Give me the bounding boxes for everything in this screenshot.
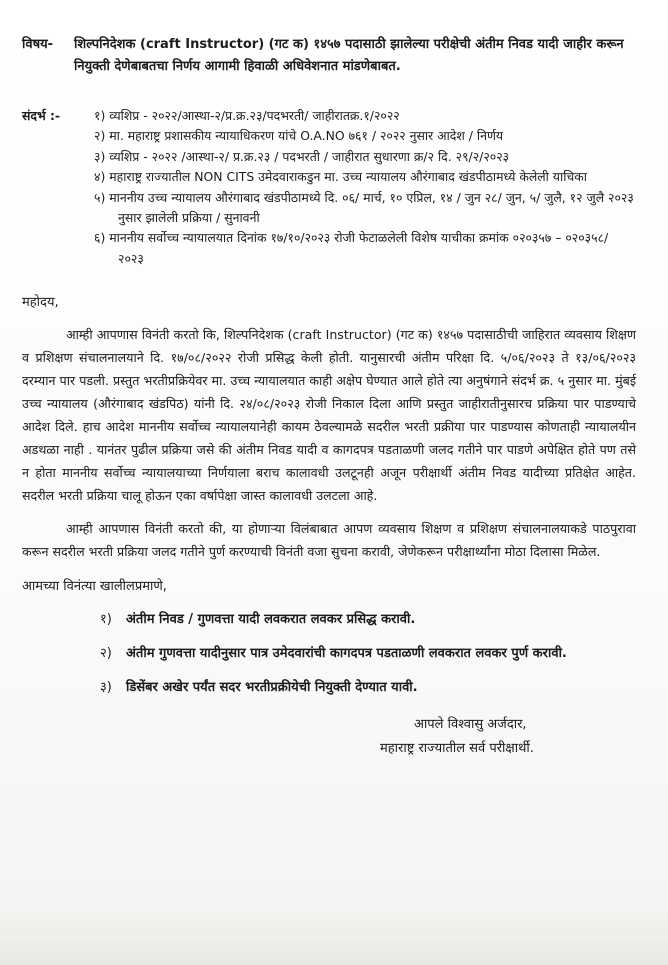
reference-item: ३) व्यशिप्र - २०२२ /आस्था-२/ प्र.क्र.२३ / पदभरती / जाहीरात सुधारणा क्र/२ दि. २९/२/२०२३ (94, 148, 510, 164)
reference-item: ५) माननीय उच्च न्यायालय औरंगाबाद खंडपीठामध्ये दि. ०६/ मार्च, १० एप्रिल, १४ / जुन २८/ जुन, ५/ जुलै, १२ जुलै २०२३ नुसार झालेली प्रक्रिया / सुनावनी (94, 189, 634, 226)
reference-item: २) मा. महाराष्ट्र प्रशासकीय न्यायाधिकरण यांचे O.A.NO ७६१ / २०२२ नुसार आदेश / निर्णय (94, 128, 504, 144)
reference-item: ६) माननीय सर्वोच्च न्यायालयात दिनांक १७/१०/२०२३ रोजी फेटाळलेली विशेष याचीका क्रमांक ०२०३५७ – ०२०३५८/ २०२३ (94, 230, 609, 266)
requests-list (22, 609, 636, 699)
request-number: २) (100, 646, 112, 662)
letter-body (22, 34, 636, 761)
body-paragraph-2-text: आम्ही आपणास विनंती करतो की, या होणाऱ्या विलंबाबात आपण व्यवसाय शिक्षण व प्रशिक्षण संचालनालयाकडे पाठपुरावा करून सदरील भरती प्रक्रिया जलद गतीने पुर्ण करण्याची विनंती वजा सुचना करावी, जेणेकरून परीक्षार्थ्यांना मोठा दिलासा मिळेल. (22, 521, 636, 560)
salutation: महोदय, (22, 295, 59, 311)
request-text: डिसेंबर अखेर पर्यंत सदर भरतीप्रक्रीयेची नियुक्ती देण्यात यावी. (126, 680, 418, 696)
signature-closing: आपले विश्वासु अर्जदार, (414, 717, 527, 733)
request-text: अंतीम गुणवत्ता यादीनुसार पात्र उमेदवारांची कागदपत्र पडताळणी लवकरात लवकर पुर्ण करावी. (126, 646, 567, 662)
request-item (100, 643, 636, 665)
subject-block (22, 34, 636, 78)
body-paragraph-2 (22, 517, 636, 563)
request-text: अंतीम निवड / गुणवत्ता यादी लवकरात लवकर प्रसिद्ध करावी. (126, 612, 416, 628)
request-item (100, 677, 636, 699)
signature-block (380, 713, 636, 761)
page-bottom-shade (0, 909, 668, 965)
requests-intro: आमच्या विनंत्या खालीलप्रमाणे, (22, 579, 167, 595)
request-item (100, 609, 636, 631)
body-paragraph-1 (22, 323, 636, 507)
references-block (22, 106, 636, 269)
subject-label: विषय- (22, 37, 54, 52)
request-number: ३) (100, 680, 112, 696)
reference-item: ४) महाराष्ट्र राज्यातील NON CITS उमेदवाराकडुन मा. उच्च न्यायालय औरंगाबाद खंडपीठामध्ये केलेली याचिका (94, 169, 588, 185)
signature-name: महाराष्ट्र राज्यातील सर्व परीक्षार्थी. (380, 741, 534, 757)
request-number: १) (100, 612, 112, 628)
body-paragraph-1-text: आम्ही आपणास विनंती करतो कि, शिल्पनिदेशक (craft Instructor) (गट क) १४५७ पदासाठीची जाहिरात व्यवसाय शिक्षण व प्रशिक्षण संचालनालयाने दि. १७/०८/२०२२ रोजी प्रसिद्ध केली होती. यानुसारची अंतीम परिक्षा दि. ५/०६/२०२३ ते १३/०६/२०२३ दरम्यान पार पडली. प्रस्तुत भरतीप्रक्रियेवर मा. उच्च न्यायालयात काही अक्षेप घेण्यात आले होते त्या अनुषंगाने संदर्भ क्र. ५ नुसार मा. मुंबई उच्च न्यायालय (औरंगाबाद खंडपिठ) यांनी दि. २४/०८/२०२३ रोजी निकाल दिला आणि प्रस्तुत जाहीरातीनुसारच प्रक्रिया पार पाडण्याचे आदेश दिले. हाच आदेश माननीय सर्वोच्च न्यायालयानेही कायम ठेवल्यामळे सदरील भरती प्रक्रीया पार पाडण्यास कोणताही न्यायालयीन अडथळा नाही . यानंतर पुढील प्रक्रिया जसे की अंतीम निवड यादी व कागदपत्र पडताळणी जलद गतीने पार पाडणे अपेक्षित होते पण तसे न होता माननीय सर्वोच्च न्यायालयाच्या निर्णयाला बराच कालावधी उलटूनही अजून परीक्षार्थी अंतीम निवड यादीच्या प्रतिक्षेत आहेत. सदरील भरती प्रक्रिया चालू होऊन एका वर्षापेक्षा जास्त कालावधी उलटला आहे. (22, 327, 636, 504)
reference-item: १) व्यशिप्र - २०२२/आस्था-२/प्र.क्र.२३/पदभरती/ जाहीरातक्र.१/२०२२ (94, 108, 400, 123)
references-label: संदर्भ :- (22, 108, 61, 123)
subject-text: शिल्पनिदेशक (craft Instructor) (गट क) १४५७ पदासाठी झालेल्या परीक्षेची अंतीम निवड यादी जाहीर करून नियुक्ती देणेबाबतचा निर्णय आगामी हिवाळी अधिवेशनात मांडणेबाबत. (74, 37, 624, 74)
